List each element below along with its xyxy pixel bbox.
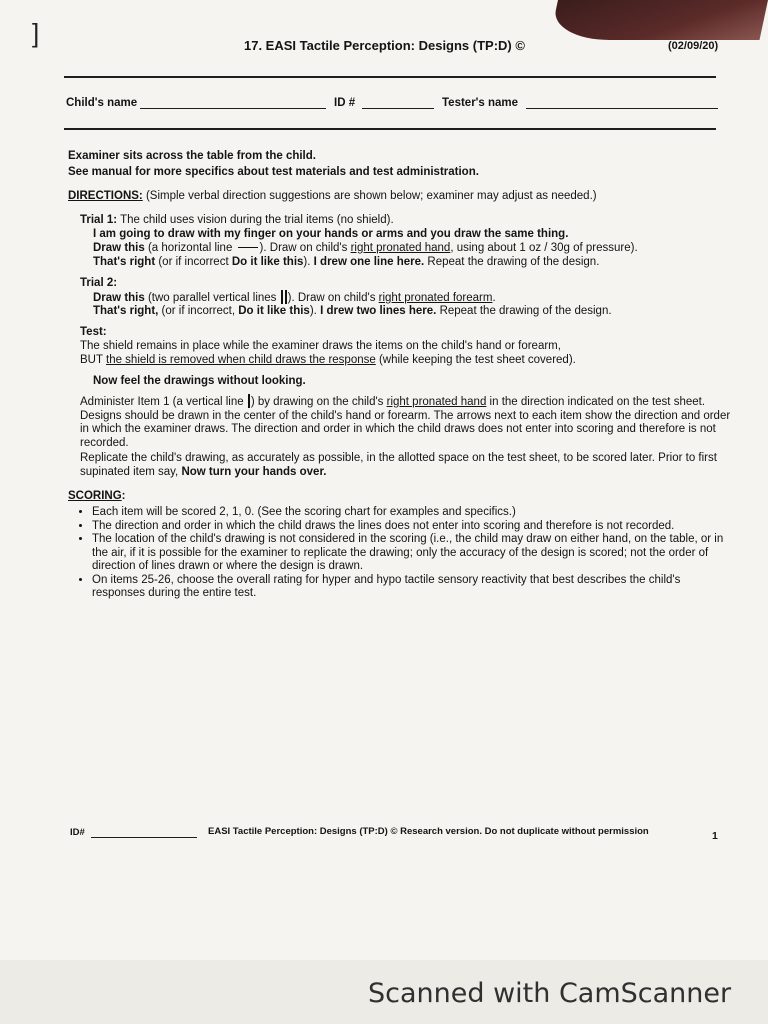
- trial-1-line-4: That's right (or if incorrect Do it like this). I drew one line here. Repeat the drawing of the design.: [93, 256, 600, 268]
- directions-label: DIRECTIONS:: [68, 190, 143, 202]
- test-line-1: The shield remains in place while the examiner draws the items on the child's hand or forearm,: [80, 340, 561, 352]
- second-rule: [64, 128, 716, 130]
- directions-line: [68, 189, 597, 203]
- scoring-label: SCORING: [68, 490, 122, 502]
- childs-name-field[interactable]: [140, 108, 326, 109]
- footer-text: EASI Tactile Perception: Designs (TP:D) © Research version. Do not duplicate without permission: [208, 826, 649, 837]
- id-field[interactable]: [362, 108, 434, 109]
- trial-2-line-2: That's right, (or if incorrect, Do it like this). I drew two lines here. Repeat the drawing of the design.: [93, 305, 612, 317]
- replicate-paragraph: Replicate the child's drawing, as accurately as possible, in the allotted space on the test sheet, to be scored later. Prior to first supinated item say, Now turn your hands over.: [80, 452, 717, 478]
- vertical-line-glyph: [248, 394, 250, 408]
- vertical-line-glyph: [281, 290, 283, 304]
- id-label: ID #: [334, 97, 356, 109]
- scoring-item: • The direction and order in which the child draws the lines does not enter into scoring and therefore is not recorded.: [92, 520, 732, 534]
- trial-2-line-1: Draw this (two parallel vertical lines ). Draw on child's right pronated forearm.: [93, 292, 496, 304]
- footer-id-field[interactable]: [91, 837, 197, 838]
- test-label: Test:: [80, 326, 107, 338]
- intro-line-2: See manual for more specifics about test materials and test administration.: [68, 166, 479, 178]
- vertical-line-glyph: [285, 290, 287, 304]
- directions-text: (Simple verbal direction suggestions are shown below; examiner may adjust as needed.): [142, 190, 597, 202]
- trial-1-line-3: Draw this (a horizontal line ). Draw on child's right pronated hand, using about 1 oz / 30g of pressure).: [93, 242, 638, 254]
- intro-line-1: Examiner sits across the table from the child.: [68, 150, 316, 162]
- trial-1-label: Trial 1:: [80, 214, 118, 226]
- childs-name-label: Child's name: [66, 97, 138, 109]
- scan-shadow: [549, 0, 768, 40]
- top-rule: [64, 76, 716, 78]
- testers-name-label: Tester's name: [442, 97, 519, 109]
- horizontal-line-glyph: [238, 247, 258, 249]
- scoring-item: • The location of the child's drawing is not considered in the scoring (i.e., the child may draw on either hand, on the table, or in the air, if it is possible for the examiner to replicate the drawing; only the accuracy of the design is scored; not the order of direction of lines drawn or where the design is drawn.: [92, 533, 732, 574]
- trial-1-line-2: I am going to draw with my finger on your hands or arms and you draw the same thing.: [93, 228, 569, 240]
- scoring-item: • Each item will be scored 2, 1, 0. (See the scoring chart for examples and specifics.): [92, 506, 732, 520]
- test-feel-instruction: Now feel the drawings without looking.: [93, 375, 306, 387]
- scoring-heading: SCORING:: [68, 490, 126, 502]
- revision-date: (02/09/20): [668, 40, 719, 52]
- footer-id-label: ID#: [70, 827, 85, 838]
- administer-paragraph: Administer Item 1 (a vertical line ) by drawing on the child's right pronated hand in the direction indicated on the test sheet. Designs should be drawn in the center of the child's hand or forearm. The arrows next to each item show the direction and order in which the examiner draws. The direction and order in which the child draws does not enter into scoring and therefore is not recorded.: [80, 396, 731, 449]
- scoring-list: [78, 506, 732, 601]
- page-title: 17. EASI Tactile Perception: Designs (TP:D) ©: [244, 38, 525, 53]
- trial-1-line-1: Trial 1: The child uses vision during the trial items (no shield).: [80, 214, 394, 226]
- camscanner-watermark: Scanned with CamScanner: [368, 978, 732, 1009]
- test-line-2: BUT the shield is removed when child draws the response (while keeping the test sheet covered).: [80, 354, 576, 366]
- page-number: 1: [712, 830, 718, 842]
- trial-2-label: Trial 2:: [80, 277, 118, 289]
- scoring-item: • On items 25-26, choose the overall rating for hyper and hypo tactile sensory reactivity that best describes the child's responses during the entire test.: [92, 574, 732, 601]
- testers-name-field[interactable]: [526, 108, 718, 109]
- margin-mark: ]: [32, 18, 40, 48]
